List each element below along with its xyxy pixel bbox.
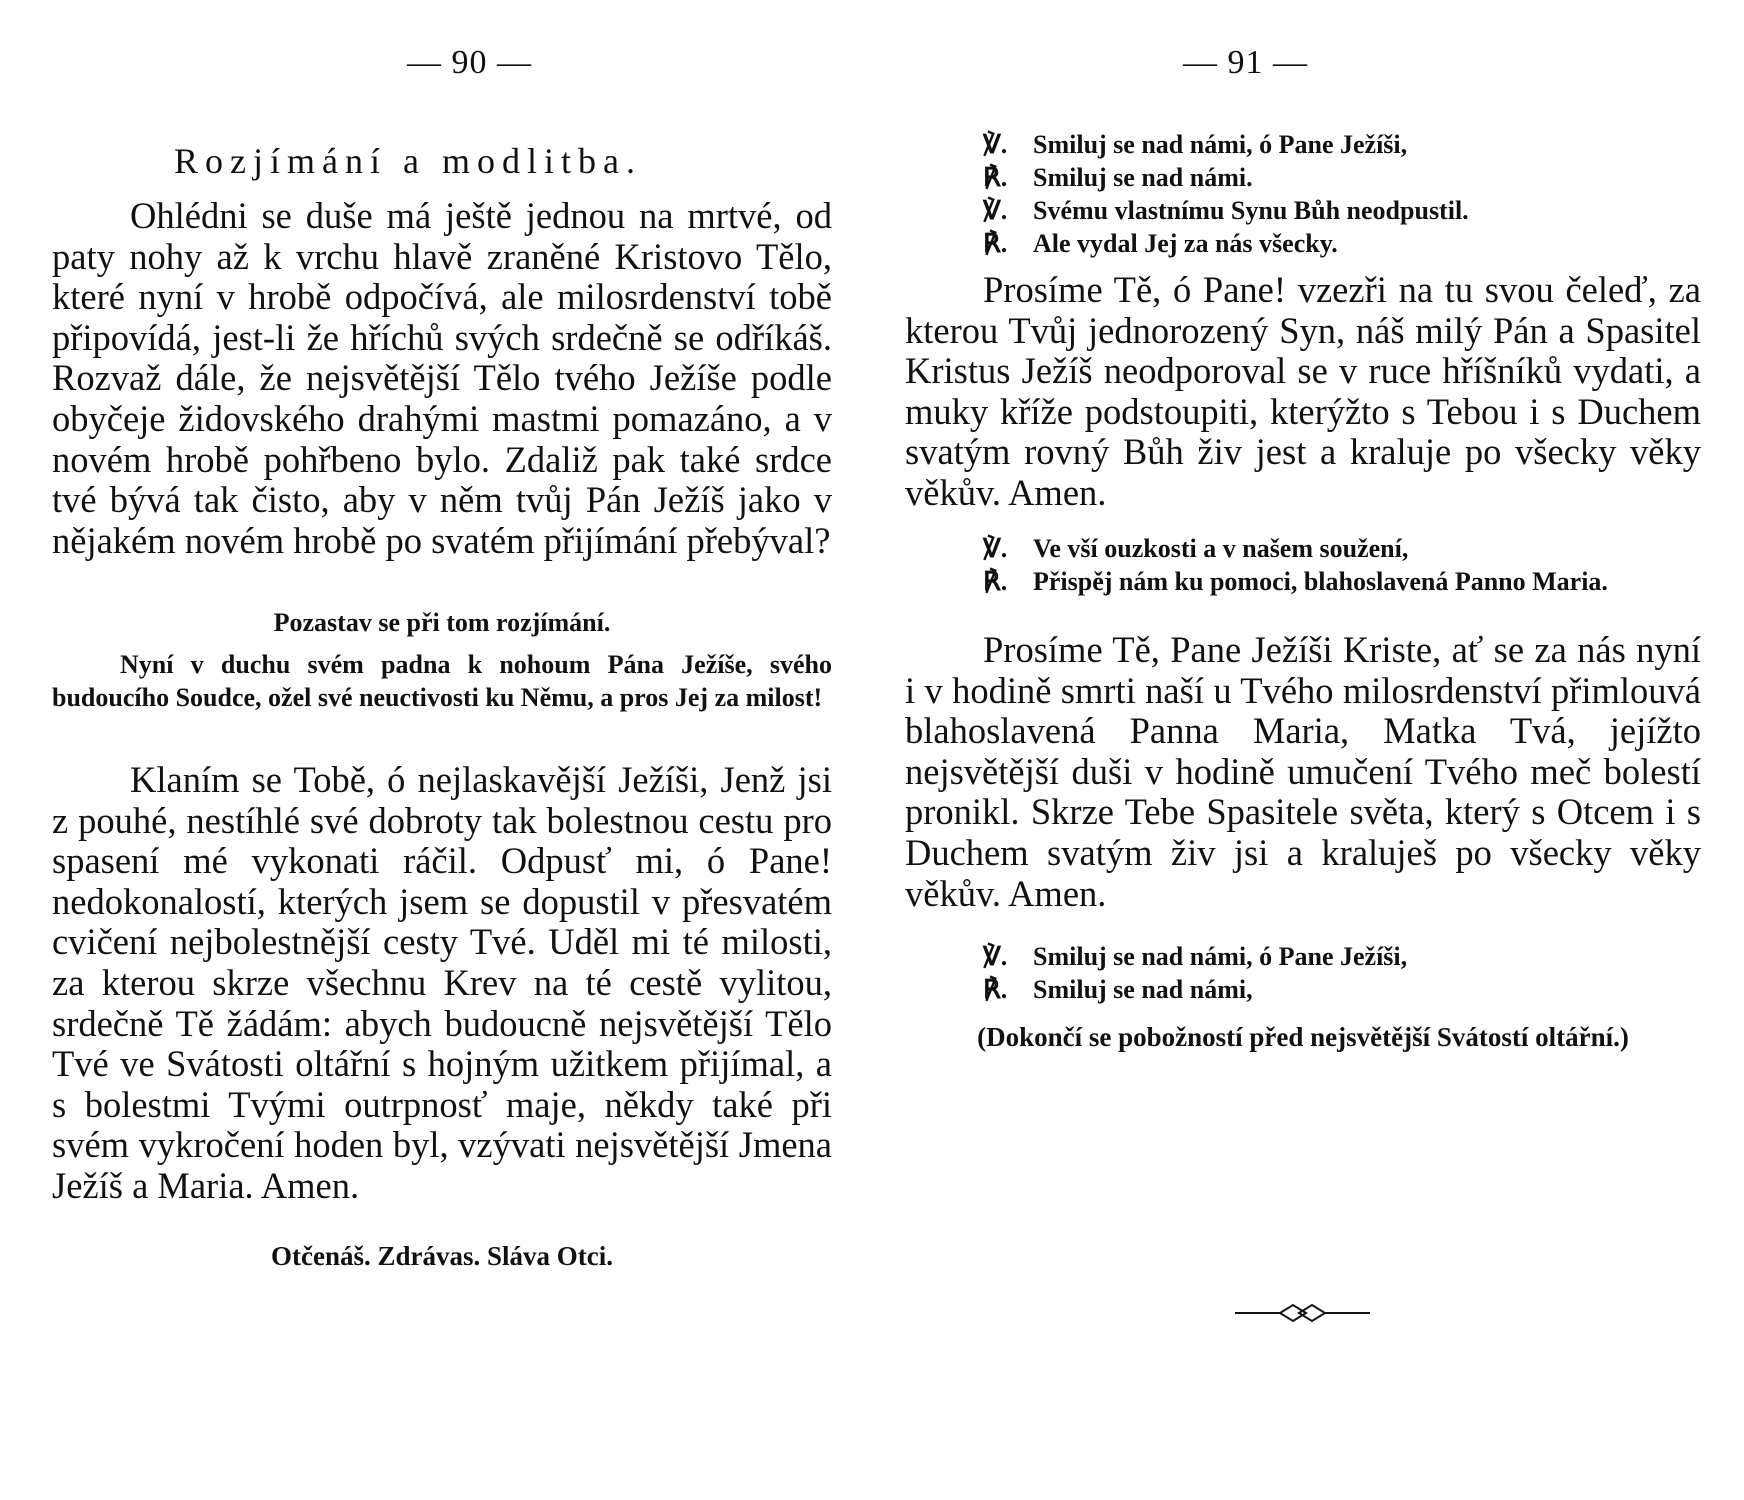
closing-note: (Dokončí se pobožností před nejsvětější Svátostí oltářní.) xyxy=(977,1022,1629,1052)
fleuron-ornament-icon xyxy=(1235,1298,1385,1328)
versicle-block-2 xyxy=(905,532,1701,598)
prayer-paragraph-2: Prosíme Tě, Pane Ježíši Kriste, ať se za nás nyní i v hodině smrti naší u Tvého milosrdenství přimlouvá blahoslavená Panna Maria, Matka Tvá, jejížto nejsvětější duši v hodině umučení Tvého meč bolestí pronikl. Skrze Tebe Spasitele světa, který s Otcem i s Duchem svatým živ jsi a kraluješ po všecky věky věkův. Amen. xyxy=(905,629,1701,914)
versicle: ℣. Ve vší ouzkosti a v našem soužení, xyxy=(983,534,1409,563)
versicle-block-1 xyxy=(983,128,1701,260)
response: ℟. Smiluj se nad námi. xyxy=(983,163,1253,192)
versicle: ℣. Smiluj se nad námi, ó Pane Ježíši, xyxy=(983,942,1408,971)
instruction-kneel: Nyní v duchu svém padna k nohoum Pána Ježíše, svého budoucího Soudce, ožel své neuctivosti ku Němu, a pros Jej za milost! xyxy=(52,650,832,712)
response: ℟. Přispěj nám ku pomoci, blahoslavená Panno Maria. xyxy=(983,567,1608,596)
versicle: ℣. Smiluj se nad námi, ó Pane Ježíši, xyxy=(983,130,1408,159)
page-number: — 91 — xyxy=(1183,44,1308,81)
meditation-paragraph: Ohlédni se duše má ještě jednou na mrtvé, od paty nohy až k vrchu hlavě zraněné Kristovo Tělo, které nyní v hrobě odpočívá, ale milosrdenství tobě připovídá, jest-li že hříchů svých srdečně se odříkáš. Rozvaž dále, že nejsvětější Tělo tvého Ježíše podle obyčeje židovského drahými mastmi pomazáno, a v novém hrobě pohřbeno bylo. Zdaliž pak také srdce tvé bývá tak čisto, aby v něm tvůj Pán Ježíš jako v nějakém novém hrobě po svatém přijímání přebýval? xyxy=(52,195,832,561)
closing-prayers: Otčenáš. Zdrávas. Sláva Otci. xyxy=(271,1241,613,1271)
prayer-paragraph-1: Prosíme Tě, ó Pane! vzezři na tu svou čeleď, za kterou Tvůj jednorozený Syn, náš milý Pán a Spasitel Kristus Ježíš neodporoval se v ruce hříšníků vydati, a muky kříže podstoupiti, kterýžto s Tebou i s Duchem svatým rovný Bůh živ jest a kraluje po všecky věky věkův. Amen. xyxy=(905,269,1701,513)
versicle: ℣. Svému vlastnímu Synu Bůh neodpustil. xyxy=(983,196,1469,225)
versicle-block-3 xyxy=(983,940,1701,1006)
response: ℟. Smiluj se nad námi, xyxy=(983,975,1253,1004)
response: ℟. Ale vydal Jej za nás všecky. xyxy=(983,229,1338,258)
page-number: — 90 — xyxy=(407,44,532,81)
section-heading: Rozjímání a modlitba. xyxy=(174,141,642,181)
prayer-paragraph: Klaním se Tobě, ó nejlaskavější Ježíši, Jenž jsi z pouhé, nestíhlé své dobroty tak bolestnou cestu pro spasení mé vykonati ráčil. Odpusť mi, ó Pane! nedokonalostí, kterých jsem se dopustil v přesvatém cvičení nejbolestnější cesty Tvé. Uděl mi té milosti, za kterou skrze všechnu Krev na té cestě vylitou, srdečně Tě žádám: abych budoucně nejsvětější Tělo Tvé ve Svátosti oltářní s hojným užitkem přijímal, a s bolestmi Tvými outrpnosť maje, někdy také při svém vykročení hoden byl, vzývati nejsvětější Jmena Ježíš a Maria. Amen. xyxy=(52,759,832,1206)
instruction-pause: Pozastav se při tom rozjímání. xyxy=(273,608,611,637)
